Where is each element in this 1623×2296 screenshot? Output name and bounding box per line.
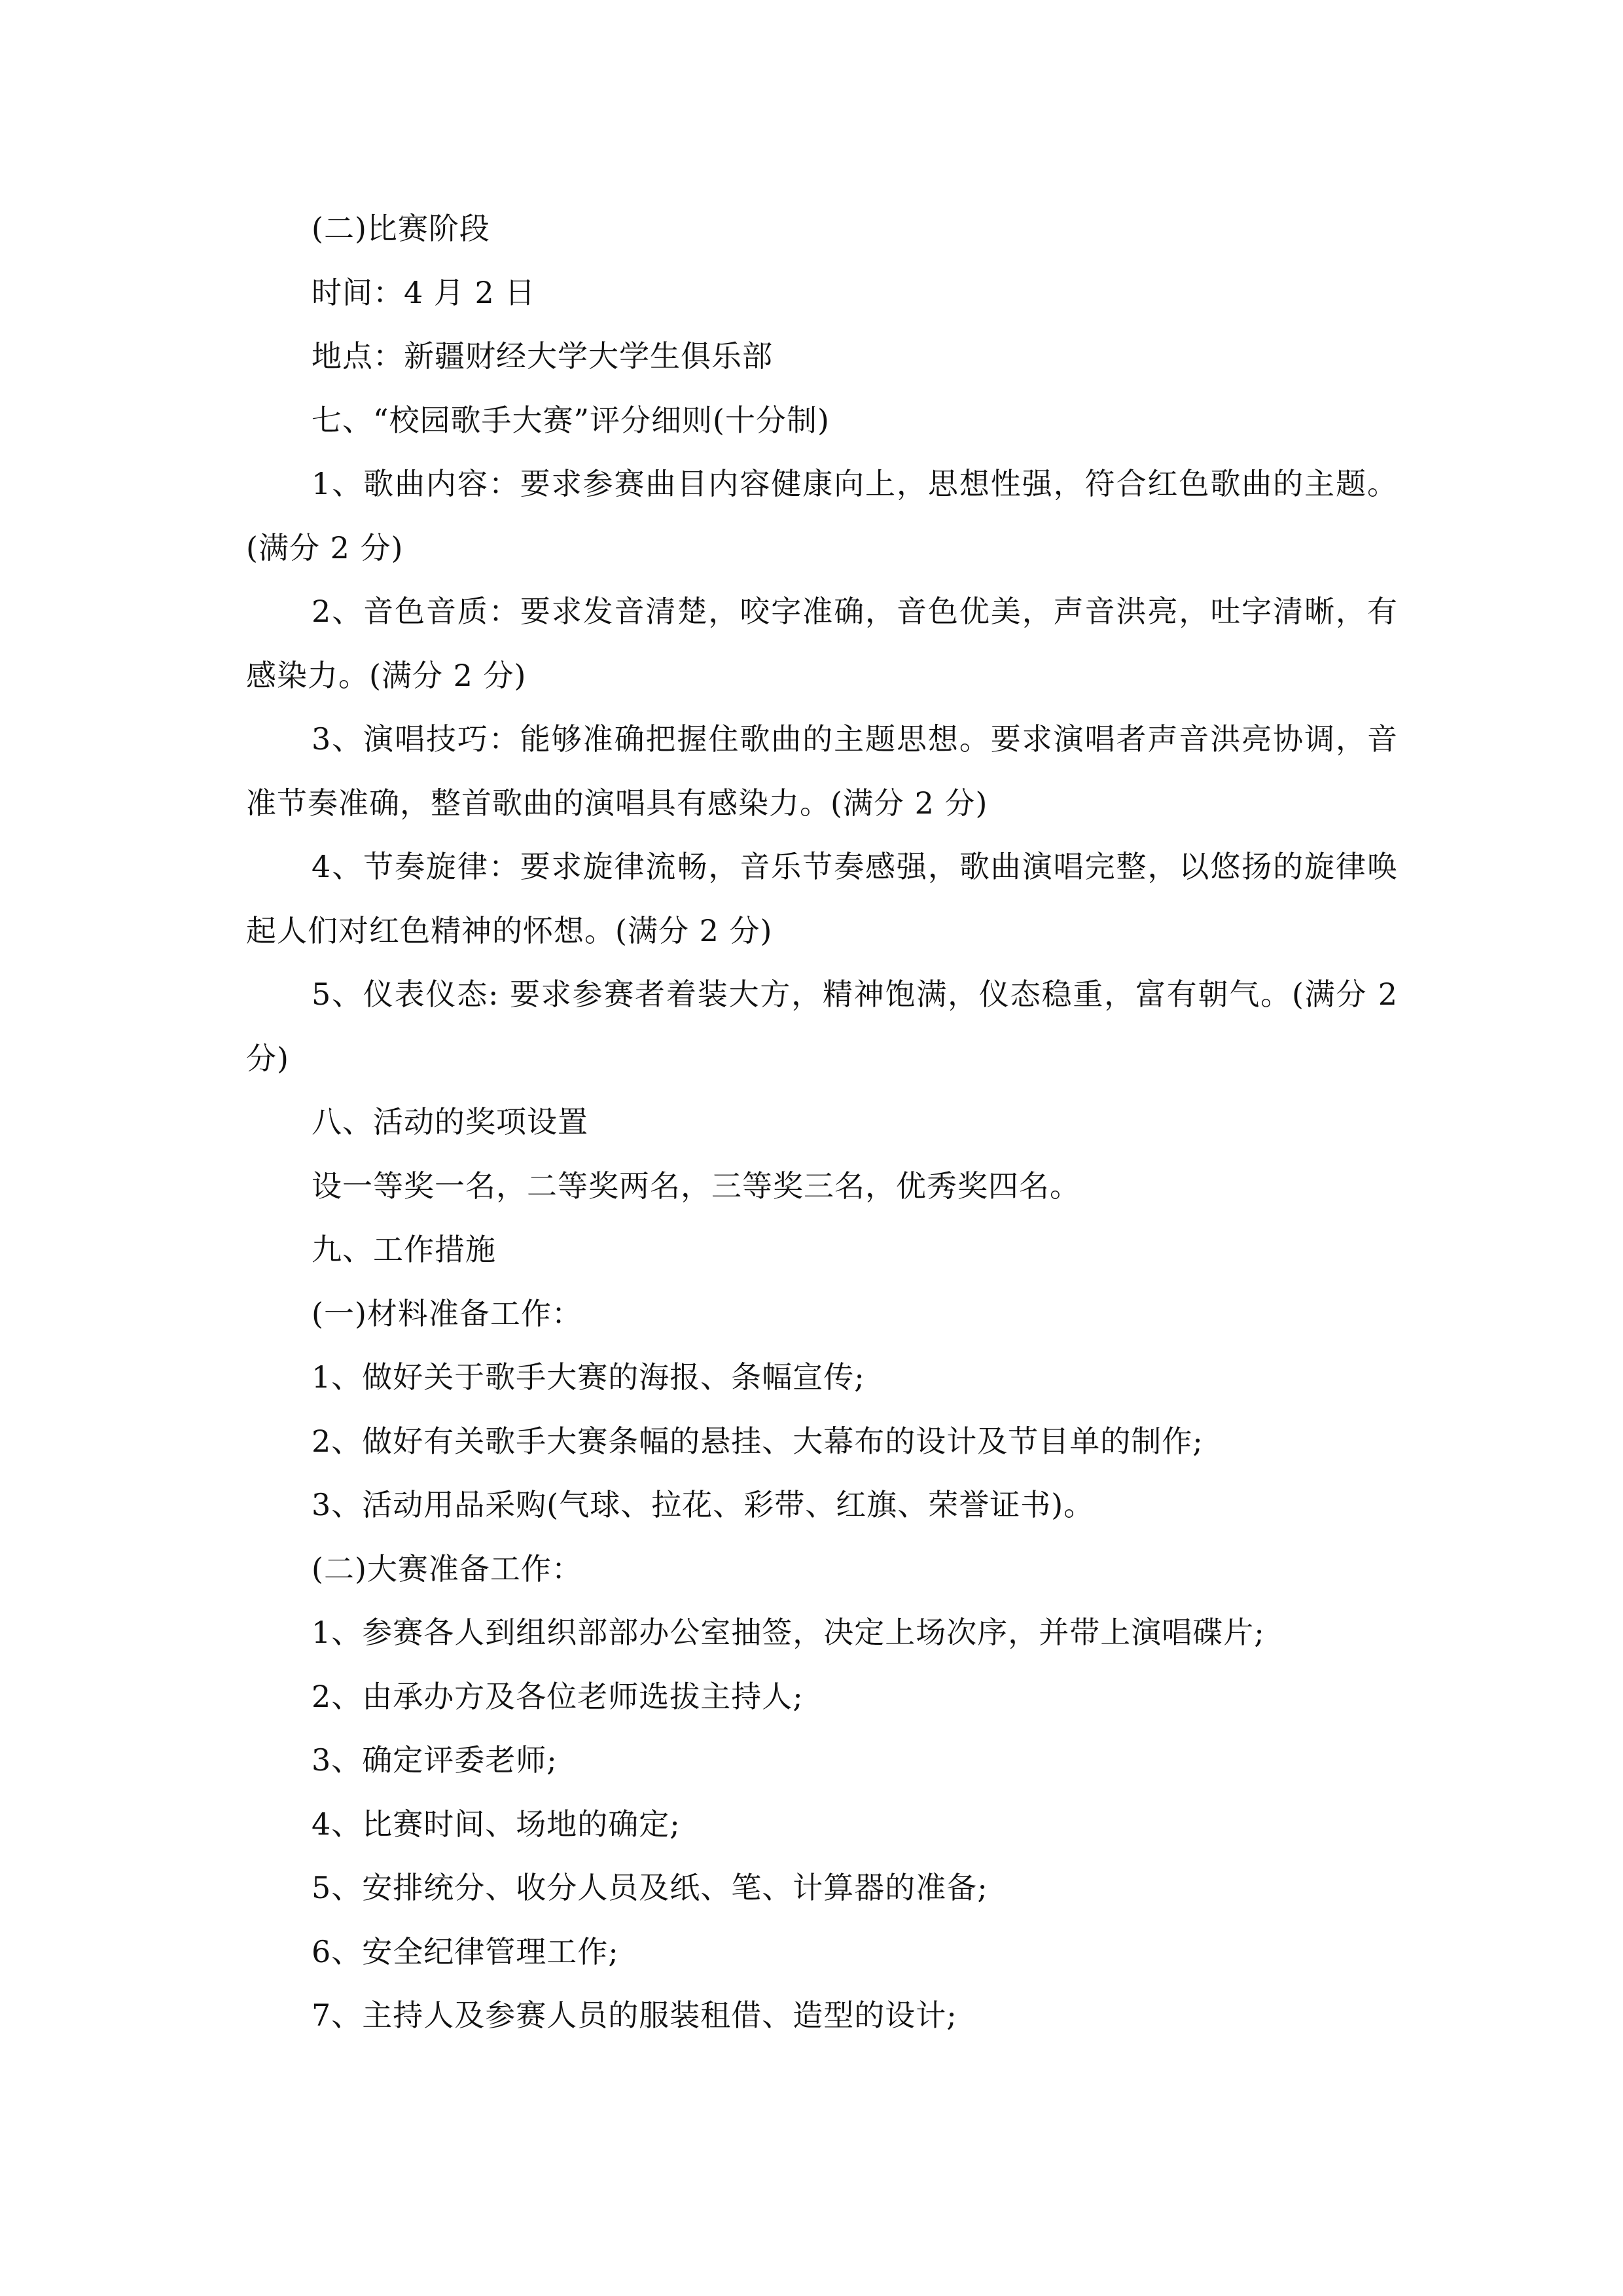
preparation-item-5: 5、安排统分、收分人员及纸、笔、计算器的准备; xyxy=(312,1870,988,1905)
materials-item-2: 2、做好有关歌手大赛条幅的悬挂、大幕布的设计及节目单的制作; xyxy=(312,1423,1204,1459)
awards-description: 设一等奖一名，二等奖两名，三等奖三名，优秀奖四名。 xyxy=(312,1168,1080,1204)
preparation-item-6: 6、安全纪律管理工作; xyxy=(312,1933,619,1969)
section-heading-awards: 八、活动的奖项设置 xyxy=(312,1104,588,1139)
subsection-heading-materials: (一)材料准备工作： xyxy=(312,1295,582,1331)
scoring-item-technique: 3、演唱技巧：能够准确把握住歌曲的主题思想。要求演唱者声音洪亮协调，音准节奏准确，整首歌曲的演唱具有感染力。(满分 2 分) xyxy=(246,721,1398,821)
scoring-item-song-content: 1、歌曲内容：要求参赛曲目内容健康向上，思想性强，符合红色歌曲的主题。(满分 2 分) xyxy=(246,466,1398,565)
event-location: 地点：新疆财经大学大学生俱乐部 xyxy=(312,338,773,374)
materials-item-3: 3、活动用品采购(气球、拉花、彩带、红旗、荣誉证书)。 xyxy=(312,1487,1095,1522)
preparation-item-4: 4、比赛时间、场地的确定; xyxy=(312,1806,681,1842)
scoring-item-timbre: 2、音色音质：要求发音清楚，咬字准确，音色优美，声音洪亮，吐字清晰，有感染力。(满分 2 分) xyxy=(246,594,1398,693)
event-time: 时间：4 月 2 日 xyxy=(312,274,536,310)
scoring-item-rhythm: 4、节奏旋律：要求旋律流畅，音乐节奏感强，歌曲演唱完整，以悠扬的旋律唤起人们对红色精神的怀想。(满分 2 分) xyxy=(246,849,1398,948)
document-body xyxy=(246,197,1398,2048)
scoring-item-appearance: 5、仪表仪态: 要求参赛者着装大方，精神饱满，仪态稳重，富有朝气。(满分 2 分) xyxy=(246,977,1398,1076)
section-heading-work-measures: 九、工作措施 xyxy=(312,1232,496,1267)
preparation-item-2: 2、由承办方及各位老师选拔主持人; xyxy=(312,1678,804,1714)
preparation-item-3: 3、确定评委老师; xyxy=(312,1742,558,1778)
subsection-heading-preparation: (二)大赛准备工作： xyxy=(312,1551,582,1587)
preparation-item-7: 7、主持人及参赛人员的服装租借、造型的设计; xyxy=(312,1998,957,2033)
section-heading-competition-stage: (二)比赛阶段 xyxy=(312,211,490,246)
section-heading-scoring-rules: 七、“校园歌手大赛”评分细则(十分制) xyxy=(312,402,830,438)
materials-item-1: 1、做好关于歌手大赛的海报、条幅宣传; xyxy=(312,1359,865,1395)
preparation-item-1: 1、参赛各人到组织部部办公室抽签，决定上场次序，并带上演唱碟片; xyxy=(312,1615,1265,1650)
